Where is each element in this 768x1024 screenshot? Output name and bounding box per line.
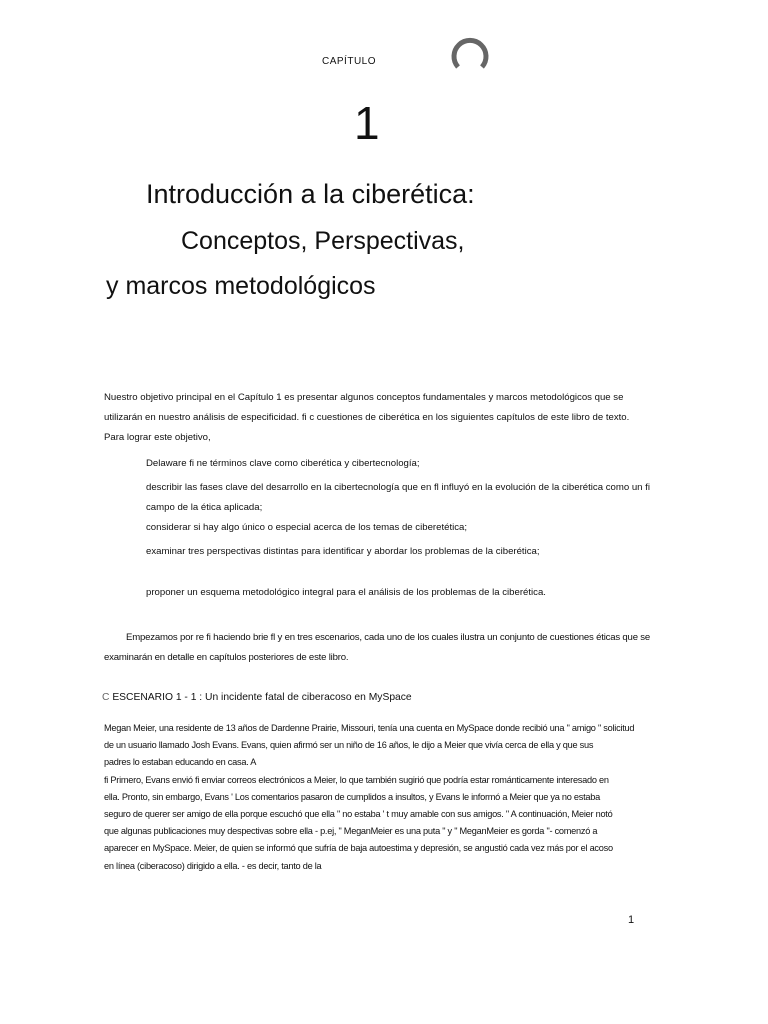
page-number: 1 — [628, 914, 635, 926]
scenario-line: fi Primero, Evans envió fi enviar correos electrónicos a Meier, lo que también sugirió que podría estar románticamente interesado en — [104, 774, 609, 785]
scenario-heading-prefix: C — [102, 692, 110, 703]
chapter-number: 1 — [354, 97, 380, 149]
scenario-line: en línea (ciberacoso) dirigido a ella. - es decir, tanto de la — [104, 860, 322, 871]
objective-item: proponer un esquema metodológico integral para el análisis de los problemas de la ciberética. — [146, 587, 546, 598]
scenario-heading — [102, 692, 412, 703]
chapter-title-line-2: Conceptos, Perspectivas, — [181, 227, 465, 255]
scenario-line: padres lo estaban educando en casa. A — [104, 757, 257, 768]
objective-item: describir las fases clave del desarrollo en la cibertecnología que en fl influyó en la evolución de la ciberética como un fi campo de la ética aplicada; — [146, 482, 650, 513]
scenario-line: Megan Meier, una residente de 13 años de Dardenne Prairie, Missouri, tenía una cuenta en MySpace donde recibió una " amigo " solicitud — [104, 723, 635, 733]
scenario-line: aparecer en MySpace. Meier, de quien se informó que sufría de baja autoestima y depresión, se angustió cada vez más por el acoso — [104, 843, 613, 854]
scenarios-intro-paragraph — [104, 628, 664, 668]
scenario-line: ella. Pronto, sin embargo, Evans ' Los comentarios pasaron de cumplidos a insultos, y Evans le informó a Meier que ya no estaba — [104, 791, 601, 802]
objective-item: considerar si hay algo único o especial acerca de los temas de ciberetética; — [146, 522, 468, 533]
scenario-line: seguro de querer ser amigo de ella porque escuchó que ella " no estaba ' t muy amable con sus amigos. " A continuación, Meier notó — [104, 809, 613, 820]
objective-item: Delaware fi ne términos clave como ciberética y cibertecnología; — [146, 458, 420, 469]
chapter-title-line-1: Introducción a la ciberética: — [146, 179, 475, 209]
scenario-body — [104, 720, 664, 875]
scenarios-intro-text: Empezamos por re fi haciendo brie fl y en tres escenarios, cada uno de los cuales ilustra un conjunto de cuestiones éticas que se examinarán en detalle en capítulos posteriores de este libro. — [104, 632, 651, 663]
scenario-heading-text: ESCENARIO 1 - 1 : Un incidente fatal de ciberacoso en MySpace — [112, 692, 412, 703]
intro-paragraph: Nuestro objetivo principal en el Capítulo 1 es presentar algunos conceptos fundamentales y marcos metodológicos que se utilizarán en nuestro análisis de especificidad. fi c cuestiones de ciberética en los siguientes capítulos de este libro de texto. Para lograr este objetivo, — [104, 392, 630, 443]
open-circle-icon — [449, 34, 491, 76]
scenario-line: de un usuario llamado Josh Evans. Evans, quien afirmó ser un niño de 16 años, le dijo a Meier que vivía cerca de ella y que sus — [104, 740, 594, 751]
scenario-line: que algunas publicaciones muy despectivas sobre ella - p.ej, " MeganMeier es una puta " y " MeganMeier es gorda "- comenzó a — [104, 826, 598, 837]
objective-item: examinar tres perspectivas distintas para identificar y abordar los problemas de la ciberética; — [146, 546, 540, 557]
chapter-label: CAPÍTULO — [322, 56, 377, 67]
chapter-title-line-3: y marcos metodológicos — [106, 272, 376, 300]
